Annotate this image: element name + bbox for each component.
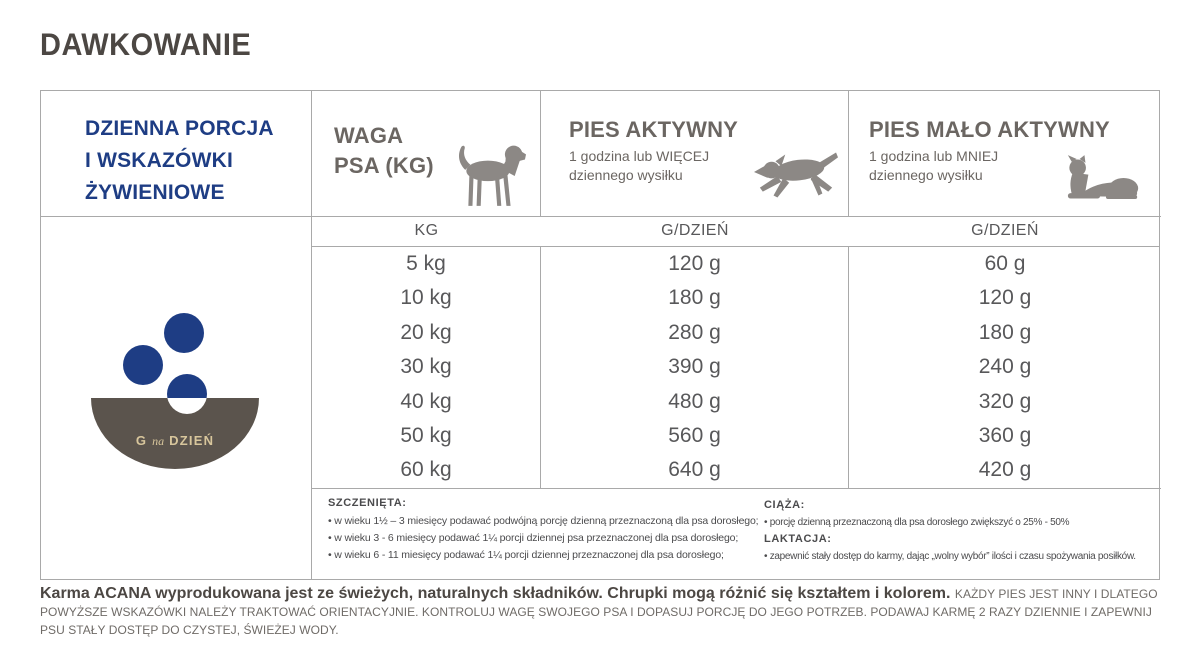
- less-active-unit-header: G/DZIEŃ: [971, 222, 1039, 239]
- running-dog-icon: [754, 148, 838, 200]
- active-unit-header: G/DZIEŃ: [661, 222, 729, 239]
- daily-portion-heading: [85, 113, 274, 209]
- less-active-dog-column-header: [849, 91, 1161, 216]
- daily-portion-line1: DZIENNA PORCJA: [85, 117, 274, 140]
- active-portion-value: 390 g: [668, 355, 721, 379]
- lactation-note: • zapewnić stały dostęp do karmy, dając „wolny wybór” ilości i czasu spożywania posiłków.: [764, 549, 1156, 564]
- kibble-circle: [123, 345, 163, 385]
- puppies-note: • w wieku 6 - 11 miesięcy podawać 1¼ porcji dziennej przeznaczonej dla psa dorosłego;: [328, 547, 764, 564]
- bowl-kibble-icon: [91, 313, 259, 469]
- less-active-portion-value: 360 g: [978, 423, 1032, 447]
- less-active-portion-value: 180 g: [978, 320, 1032, 344]
- daily-portion-line2: I WSKAZÓWKI: [85, 149, 234, 172]
- pregnancy-title: CIĄŻA:: [764, 499, 805, 511]
- bowl-label: G na DZIEŃ: [135, 433, 215, 448]
- puppies-notes: [328, 496, 764, 564]
- puppies-title: SZCZENIĘTA:: [328, 497, 407, 509]
- weight-title-line1: WAGA: [334, 123, 404, 148]
- active-portion-value: 480 g: [668, 389, 721, 413]
- standing-dog-icon: [456, 142, 526, 208]
- less-active-subtitle-line2: dziennego wysiłku: [869, 167, 983, 183]
- active-portion-value: 560 g: [668, 423, 721, 447]
- footer-caps-text: KAŻDY PIES JEST INNY I DLATEGO POWYŻSZE WSKAZÓWKI NALEŻY TRAKTOWAĆ ORIENTACYJNIE. KONTROLUJ WAGĘ SWOJEGO PSA I DOPASUJ PORCJĘ DO JEGO POTRZEB. PODAWAJ KARMĘ 2 RAZY DZIENNIE I ZAPEWNIJ PSU STAŁY DOSTĘP DO CZYSTEJ, ŚWIEŻEJ WODY.: [40, 587, 1158, 637]
- daily-portion-cell: [41, 91, 312, 579]
- active-portion-value: 640 g: [668, 458, 721, 482]
- puppies-note: • w wieku 3 - 6 miesięcy podawać 1¼ porcji dziennej psa przeznaczonej dla psa dorosłego;: [328, 530, 764, 547]
- weight-title-line2: PSA (KG): [334, 153, 434, 178]
- weight-value: 10 kg: [400, 286, 452, 310]
- pregnancy-note: • porcję dzienną przeznaczoną dla psa dorosłego zwiększyć o 25% - 50%: [764, 515, 1156, 530]
- less-active-subtitle-line1: 1 godzina lub MNIEJ: [869, 148, 999, 164]
- weight-column-title: [334, 121, 434, 181]
- active-values-column: [541, 247, 849, 488]
- less-active-dog-subtitle: [869, 147, 998, 185]
- weight-unit-header: KG: [414, 222, 439, 239]
- lying-dog-icon: [1063, 155, 1145, 202]
- puppies-note: • w wieku 1½ – 3 miesięcy podawać podwójną porcję dzienną przeznaczoną dla psa dorosłego;: [328, 513, 764, 530]
- less-active-portion-value: 240 g: [978, 355, 1032, 379]
- feeding-notes: [312, 488, 1161, 579]
- weight-value: 60 kg: [400, 458, 452, 482]
- less-active-portion-value: 60 g: [984, 252, 1026, 275]
- lactation-title: LAKTACJA:: [764, 533, 832, 545]
- footer-disclaimer: [40, 585, 1162, 639]
- weight-value: 40 kg: [400, 389, 452, 413]
- weight-value: 5 kg: [406, 252, 446, 275]
- less-active-values-column: [849, 247, 1161, 488]
- active-portion-value: 120 g: [668, 252, 721, 275]
- active-portion-value: 180 g: [668, 286, 721, 310]
- feeding-table: [40, 90, 1160, 580]
- less-active-dog-title: PIES MAŁO AKTYWNY: [869, 117, 1110, 142]
- pregnancy-lactation-notes: [764, 496, 1156, 566]
- active-subtitle-line1: 1 godzina lub WIĘCEJ: [569, 148, 710, 164]
- active-dog-subtitle: [569, 147, 709, 185]
- weight-values-column: [312, 247, 541, 488]
- active-dog-column-header: [541, 91, 849, 216]
- page-title: DAWKOWANIE: [40, 28, 252, 63]
- weight-value: 50 kg: [400, 423, 452, 447]
- footer-bold-text: Karma ACANA wyprodukowana jest ze świeżych, naturalnych składników. Chrupki mogą różnić się kształtem i kolorem.: [40, 585, 955, 602]
- kibble-circle: [164, 313, 204, 353]
- weight-column-header: [312, 91, 541, 216]
- weight-value: 20 kg: [400, 320, 452, 344]
- active-subtitle-line2: dziennego wysiłku: [569, 167, 683, 183]
- less-active-portion-value: 120 g: [978, 286, 1032, 310]
- less-active-portion-value: 320 g: [978, 389, 1032, 413]
- daily-portion-line3: ŻYWIENIOWE: [85, 181, 225, 204]
- less-active-portion-value: 420 g: [978, 458, 1032, 482]
- active-dog-title: PIES AKTYWNY: [569, 117, 739, 142]
- weight-value: 30 kg: [400, 355, 452, 379]
- active-portion-value: 280 g: [668, 320, 721, 344]
